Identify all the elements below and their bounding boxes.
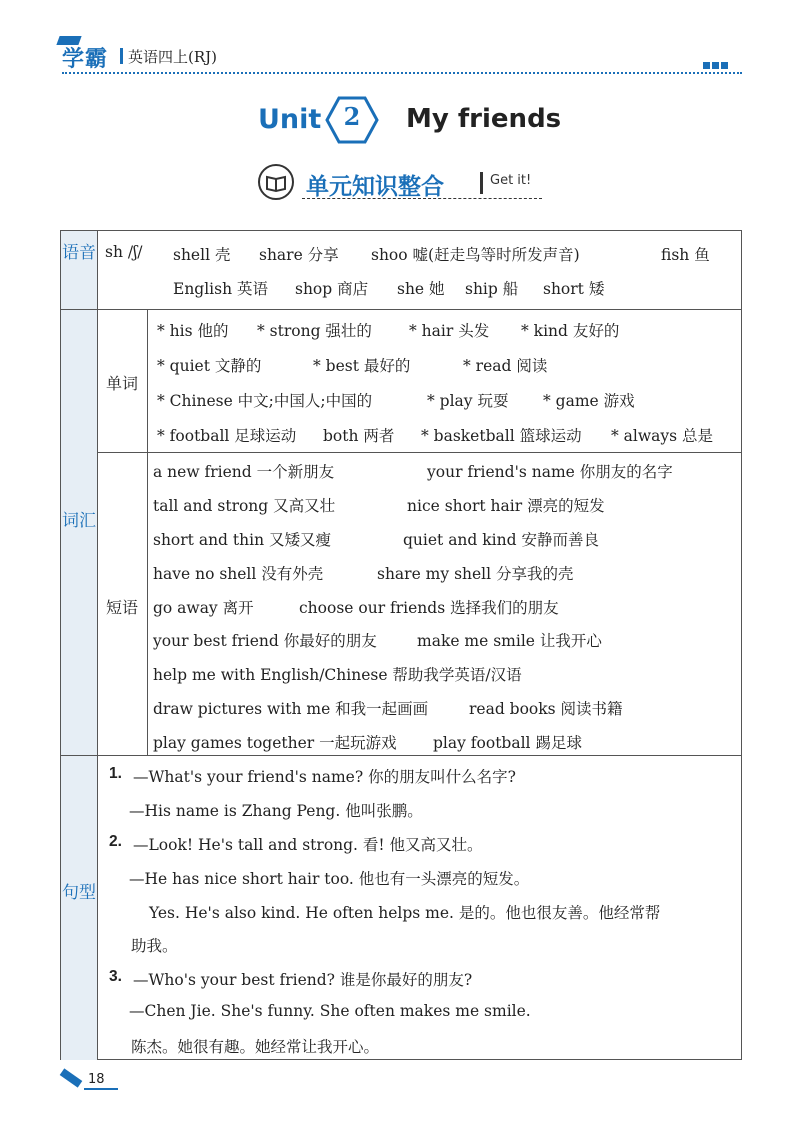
- phrase-item: read books 阅读书籍: [469, 700, 623, 718]
- unit-number-badge: [325, 96, 379, 144]
- phrase-item: share my shell 分享我的壳: [377, 565, 574, 583]
- sentence-line: —He has nice short hair too. 他也有一头漂亮的短发。: [129, 870, 530, 888]
- get-it-label: Get it!: [490, 173, 532, 188]
- sentence-line: 陈杰。她很有趣。她经常让我开心。: [131, 1038, 380, 1056]
- word-item: * hair 头发: [409, 322, 490, 340]
- sub-label-words: 单词: [105, 374, 138, 393]
- section-underline: [302, 198, 542, 199]
- section-title: [258, 164, 548, 204]
- sentence-line: —Who's your best friend? 谁是你最好的朋友?: [133, 971, 473, 989]
- sentence-number: 1.: [109, 765, 122, 782]
- side-label-sentences: 句型: [62, 883, 96, 903]
- phrase-item: your best friend 你最好的朋友: [153, 632, 377, 650]
- phrase-item: go away 离开: [153, 599, 254, 617]
- sentence-line: 助我。: [131, 937, 178, 955]
- side-label-vocab: 词汇: [62, 511, 96, 531]
- word-item: * kind 友好的: [521, 322, 620, 340]
- side-sentences-bg: [61, 756, 97, 1060]
- sentence-line: —Chen Jie. She's funny. She often makes me smile.: [129, 1002, 531, 1020]
- unit-title: [0, 96, 800, 146]
- page-number: 18: [88, 1072, 105, 1087]
- phrase-item: play football 踢足球: [433, 734, 582, 752]
- phrase-item: short and thin 又矮又瘦: [153, 531, 331, 549]
- phonics-item: shell 壳: [173, 246, 231, 264]
- phonics-item: shoo 嘘(赶走鸟等时所发声音): [371, 246, 580, 264]
- unit-number: 2: [343, 102, 361, 131]
- unit-name: My friends: [406, 104, 562, 134]
- side-divider: [97, 231, 98, 1060]
- phrase-item: your friend's name 你朋友的名字: [427, 463, 673, 481]
- unit-word: Unit: [258, 104, 322, 135]
- word-item: * strong 强壮的: [257, 322, 372, 340]
- side-label-phonics: 语音: [62, 243, 96, 263]
- phrase-item: play games together 一起玩游戏: [153, 734, 397, 752]
- sentence-line: Yes. He's also kind. He often helps me. 是的。他也很友善。他经常帮: [149, 904, 661, 922]
- phonics-item: fish 鱼: [661, 246, 710, 264]
- page-header: [62, 42, 742, 70]
- phonics-item: ship 船: [465, 280, 519, 298]
- phrase-item: quiet and kind 安静而善良: [403, 531, 599, 549]
- word-item: * his 他的: [157, 322, 229, 340]
- logo: 学霸: [62, 47, 109, 72]
- word-item: * read 阅读: [463, 357, 548, 375]
- word-item: both 两者: [323, 427, 395, 445]
- word-item: * game 游戏: [543, 392, 635, 410]
- book-subject: 英语四上(RJ): [128, 48, 218, 66]
- row-divider-3: [61, 755, 741, 756]
- phrase-item: tall and strong 又高又壮: [153, 497, 336, 515]
- phonics-item: she 她: [397, 280, 445, 298]
- phonics-item: sh /ʃ/: [105, 243, 143, 261]
- phrase-item: help me with English/Chinese 帮助我学英语/汉语: [153, 666, 522, 684]
- phrase-item: a new friend 一个新朋友: [153, 463, 335, 481]
- sentence-number: 3.: [109, 968, 122, 985]
- phrase-item: make me smile 让我开心: [417, 632, 602, 650]
- sentence-line: —What's your friend's name? 你的朋友叫什么名字?: [133, 768, 516, 786]
- word-item: * football 足球运动: [157, 427, 297, 445]
- page-footer: [60, 1070, 740, 1100]
- word-item: * always 总是: [611, 427, 714, 445]
- sublabel-divider: [147, 310, 148, 756]
- decor-squares-icon: [701, 54, 728, 73]
- knowledge-table: [60, 230, 742, 1060]
- sub-label-phrases: 短语: [105, 598, 138, 617]
- open-book-icon: [258, 164, 294, 200]
- row-divider-2: [97, 452, 741, 453]
- footer-rule: [84, 1088, 118, 1090]
- phrase-item: choose our friends 选择我们的朋友: [299, 599, 559, 617]
- phrase-item: draw pictures with me 和我一起画画: [153, 700, 429, 718]
- phonics-item: share 分享: [259, 246, 339, 264]
- sentence-line: —Look! He's tall and strong. 看! 他又高又壮。: [133, 836, 483, 854]
- word-item: * best 最好的: [313, 357, 411, 375]
- phonics-item: shop 商店: [295, 280, 369, 298]
- phonics-item: English 英语: [173, 280, 268, 298]
- word-item: * Chinese 中文;中国人;中国的: [157, 392, 373, 410]
- word-item: * basketball 篮球运动: [421, 427, 582, 445]
- word-item: * play 玩耍: [427, 392, 509, 410]
- phonics-item: short 矮: [543, 280, 605, 298]
- row-divider-1: [61, 309, 741, 310]
- section-title-text: 单元知识整合: [306, 174, 444, 200]
- phrase-item: have no shell 没有外壳: [153, 565, 324, 583]
- sentence-number: 2.: [109, 833, 122, 850]
- phrase-item: nice short hair 漂亮的短发: [407, 497, 605, 515]
- header-rule: [62, 72, 742, 74]
- header-divider: [120, 48, 123, 64]
- section-divider: [480, 172, 483, 194]
- pencil-icon: [60, 1068, 83, 1087]
- word-item: * quiet 文静的: [157, 357, 262, 375]
- sentence-line: —His name is Zhang Peng. 他叫张鹏。: [129, 802, 423, 820]
